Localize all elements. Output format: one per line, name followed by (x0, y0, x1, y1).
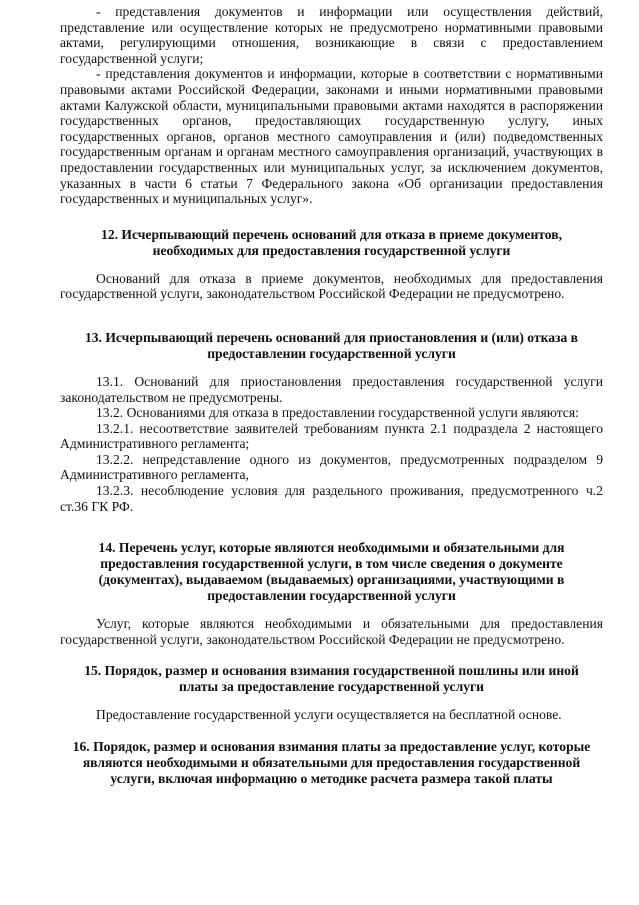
section-13-paragraph-4: 13.2.2. непредставление одного из документов, предусмотренных подразделом 9 Административного регламента, (60, 451, 603, 483)
section-14-heading: 14. Перечень услуг, которые являются необходимыми и обязательными для предоставления государственной услуги, в том числе сведения о документе (документах), выдаваемом (выдаваемых) организациями, участвующими в предоставлении государственной услуги (98, 540, 565, 604)
section-12-text: Оснований для отказа в приеме документов, необходимых для предоставления государственной услуги, законодательством Российской Федерации не предусмотрено. (60, 270, 603, 302)
section-13-heading: 13. Исчерпывающий перечень оснований для приостановления и (или) отказа в предоставлении государственной услуги (84, 329, 579, 361)
section-13-paragraph-2: 13.2. Основаниями для отказа в предоставлении государственной услуги являются: (96, 405, 579, 421)
section-15-heading: 15. Порядок, размер и основания взимания государственной пошлины или иной платы за предоставление государственной услуги (84, 663, 579, 695)
section-14-text: Услуг, которые являются необходимыми и обязательными для предоставления государственной услуги, законодательством Российской Федерации не предусмотрено. (60, 616, 603, 647)
section-13-paragraph-3: 13.2.1. несоответствие заявителей требованиям пункта 2.1 подраздела 2 настоящего Административного регламента; (60, 420, 603, 452)
section-12-heading: 12. Исчерпывающий перечень оснований для отказа в приеме документов, необходимых для предоставления государственной услуги (101, 226, 562, 258)
section-16-heading: 16. Порядок, размер и основания взимания платы за предоставление услуг, которые являются необходимыми и обязательными для предоставления государственной услуги, включая информацию о методике расчета размера такой платы (72, 739, 591, 787)
section-13-paragraph-5: 13.2.3. несоблюдение условия для раздельного проживания, предусмотренного ч.2 ст.36 ГК РФ. (60, 483, 603, 514)
section-13-paragraph-1: 13.1. Оснований для приостановления предоставления государственной услуги законодательством не предусмотрены. (60, 373, 603, 405)
intro-dash-item-1: - представления документов и информации или осуществления действий, представление или осуществление которых не предусмотрено нормативными правовыми актами, регулирующими отношения, возникающие в связи с предоставлением государственной услуги; (60, 4, 603, 66)
section-15-text: Предоставление государственной услуги осуществляется на бесплатной основе. (96, 707, 562, 723)
intro-dash-item-2: - представления документов и информации, которые в соответствии с нормативными правовыми актами Российской Федерации, законами и иными нормативными правовыми актами Калужской области, муниципальными правовыми актами находятся в распоряжении государственных органов, предоставляющих государственную услугу, иных государственных органов, органов местного самоуправления и (или) подведомственных государственным органам и органам местного самоуправления организаций, участвующих в предоставлении государственных или муниципальных услуг, за исключением документов, указанных в части 6 статьи 7 Федерального закона «Об организации предоставления государственных и муниципальных услуг». (60, 66, 603, 207)
